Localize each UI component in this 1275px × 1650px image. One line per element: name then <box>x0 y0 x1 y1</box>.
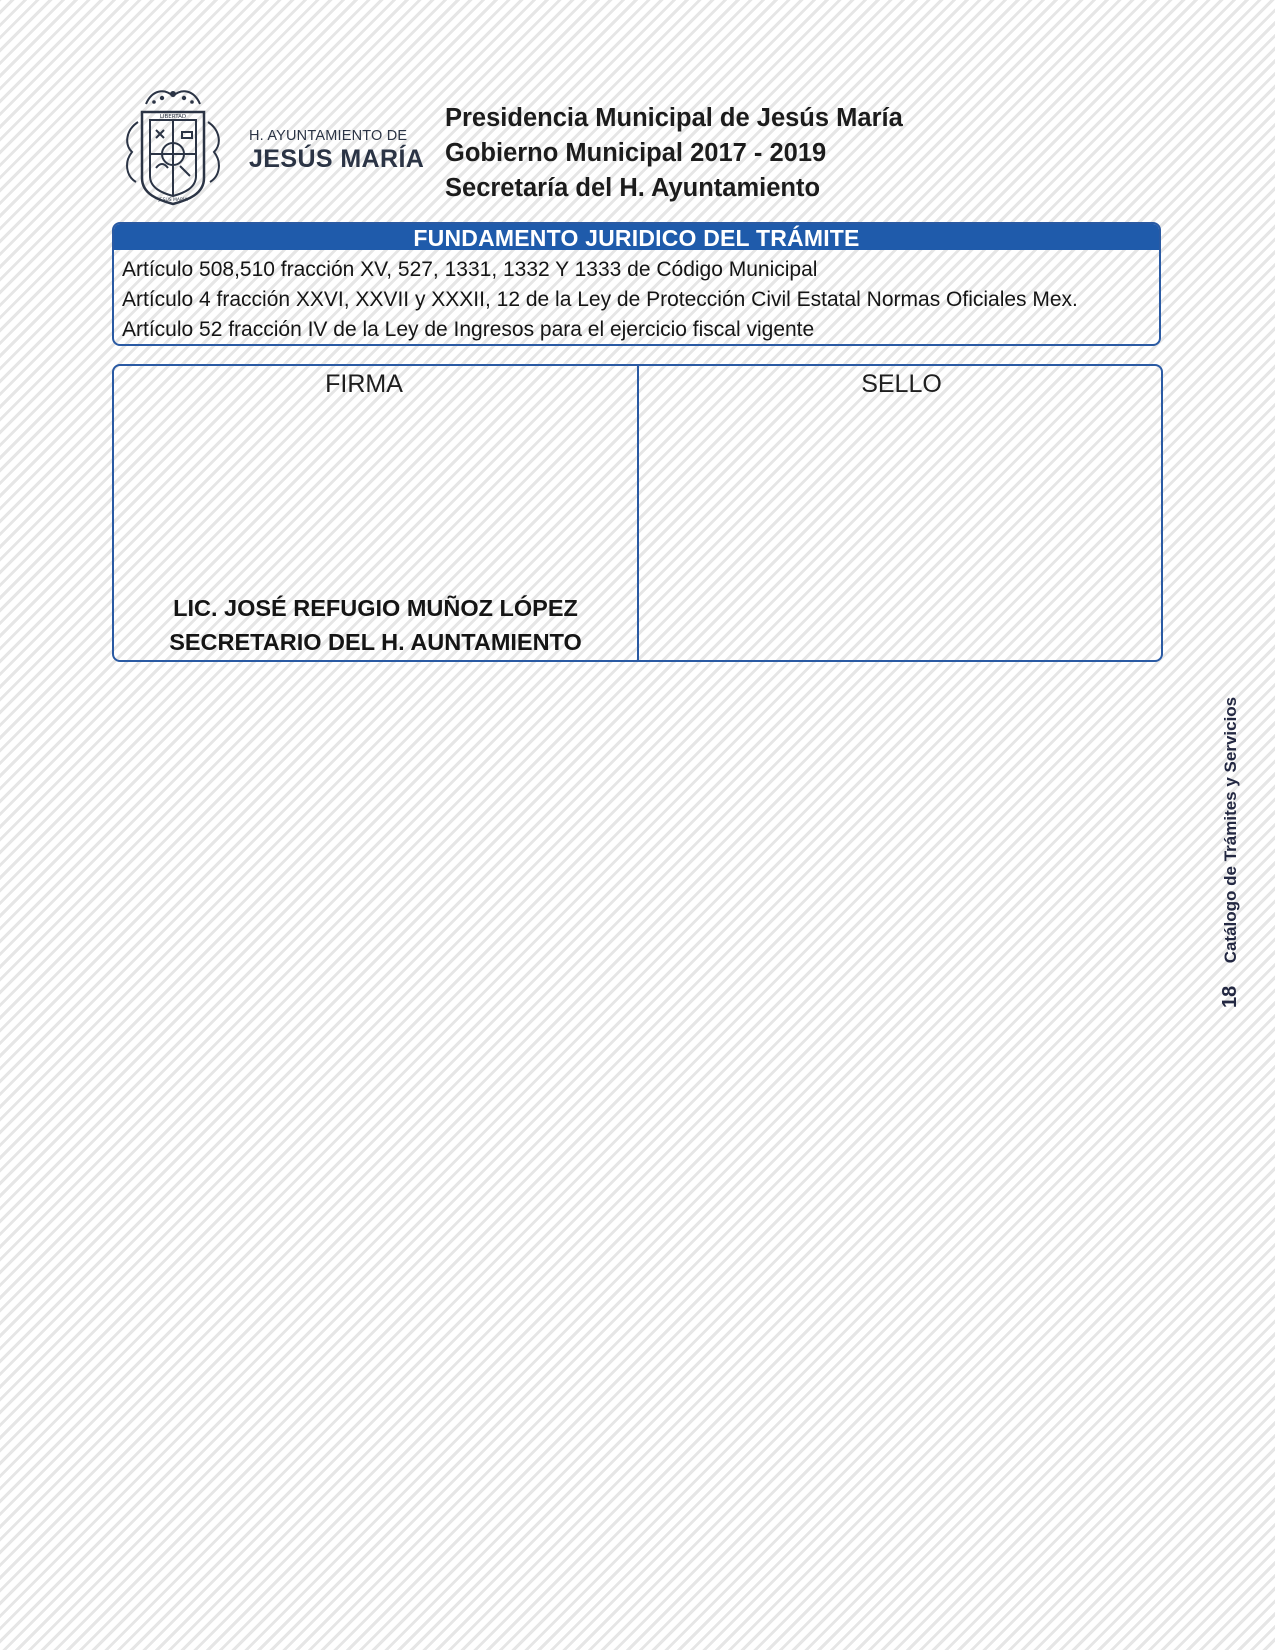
crest-motto: LIBERTAD <box>159 114 187 120</box>
legal-basis-title: FUNDAMENTO JURIDICO DEL TRÁMITE <box>114 224 1159 250</box>
header-line-presidency: Presidencia Municipal de Jesús María <box>445 104 903 132</box>
legal-basis-item: Artículo 52 fracción IV de la Ley de Ingresos para el ejercicio fiscal vigente <box>122 318 815 341</box>
crest-bottom-text: JESÚS MARÍA <box>158 198 188 203</box>
legal-basis-item: Artículo 4 fracción XXVI, XXVII y XXXII, 12 de la Ley de Protección Civil Estatal Normas Oficiales Mex. <box>122 288 1078 311</box>
signer-block <box>114 591 637 659</box>
logo-subtitle: H. AYUNTAMIENTO DE <box>249 128 408 144</box>
header-line-secretariat: Secretaría del H. Ayuntamiento <box>445 174 821 202</box>
page-number: 18 <box>1219 985 1241 1008</box>
signature-label: FIRMA <box>325 370 403 398</box>
signer-role: SECRETARIO DEL H. AUNTAMIENTO <box>169 629 582 655</box>
logo-title: JESÚS MARÍA <box>249 145 425 173</box>
legal-basis-item: Artículo 508,510 fracción XV, 527, 1331, 1332 Y 1333 de Código Municipal <box>122 258 818 281</box>
municipal-crest-logo <box>118 82 228 210</box>
seal-label: SELLO <box>861 370 942 398</box>
signature-seal-box <box>112 364 1163 662</box>
legal-basis-section <box>112 222 1161 346</box>
page-side-caption <box>1219 697 1242 1008</box>
signer-name: LIC. JOSÉ REFUGIO MUÑOZ LÓPEZ <box>173 595 578 621</box>
signature-divider <box>637 366 639 660</box>
legal-basis-list <box>114 250 1159 345</box>
header-line-government: Gobierno Municipal 2017 - 2019 <box>445 139 827 167</box>
crest-icon <box>118 82 228 210</box>
catalog-caption: Catálogo de Trámites y Servicios <box>1221 696 1240 964</box>
municipality-logo-text <box>249 128 424 174</box>
document-header <box>445 101 903 206</box>
